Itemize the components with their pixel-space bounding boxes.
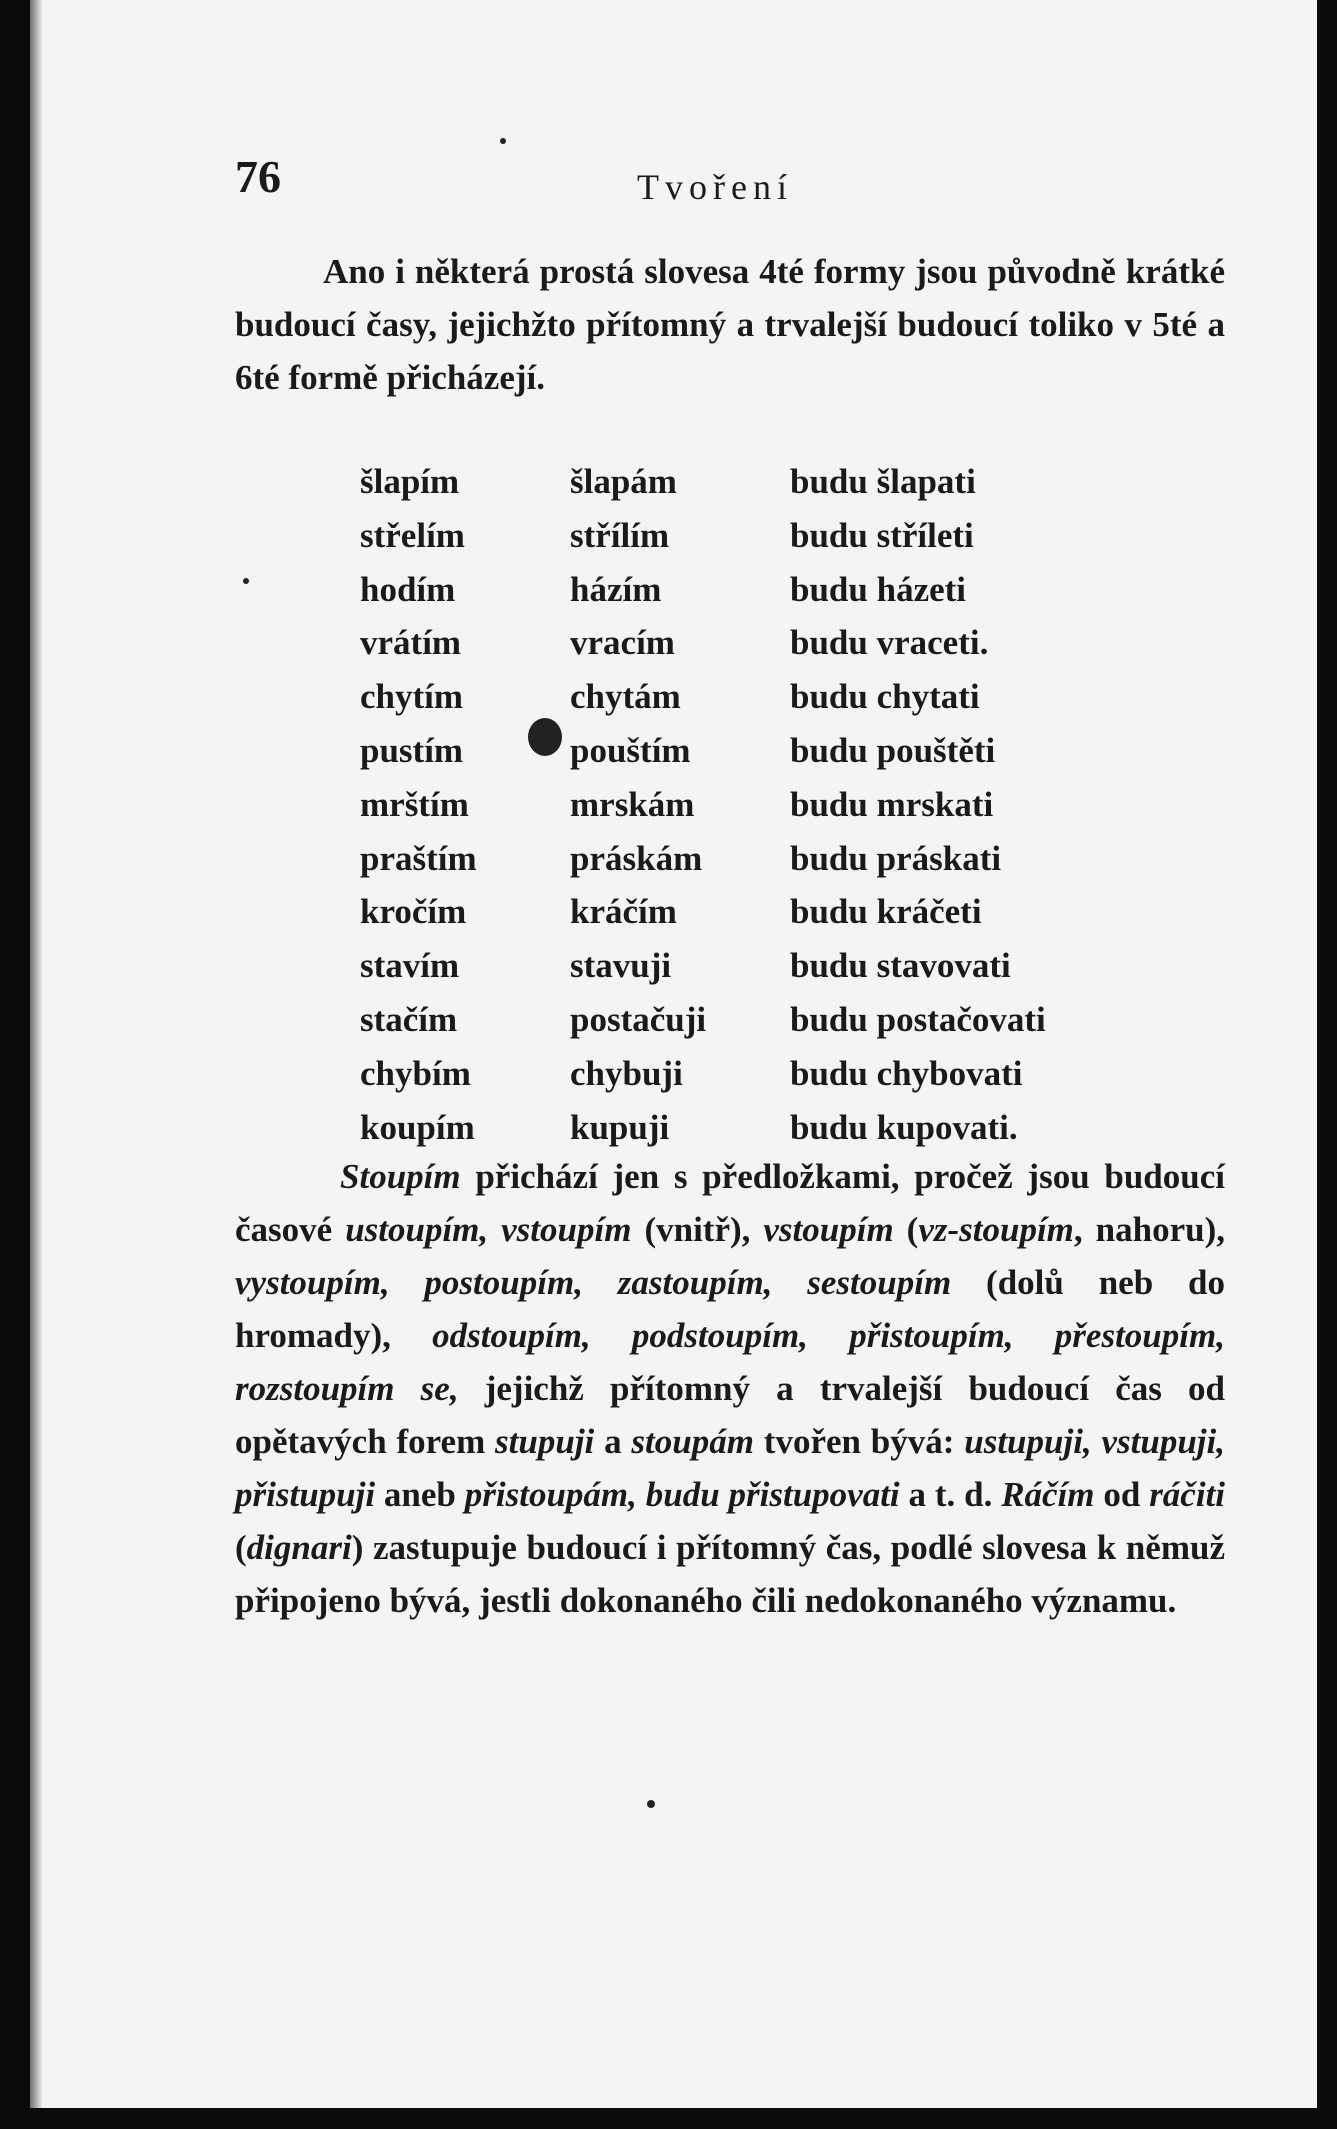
body-text: , nahoru), xyxy=(1073,1210,1225,1249)
verb-future: budu postačovati xyxy=(790,999,1046,1039)
verb-present: střílím xyxy=(570,515,670,555)
verb-perfective: praštím xyxy=(360,838,477,878)
body-text: (dolů neb do hromady), xyxy=(235,1263,1225,1355)
italic-term: stupuji xyxy=(495,1422,595,1461)
italic-term: odstoupím, podstoupím, přistoupím, přestoupím, rozstoupím se, xyxy=(235,1316,1225,1408)
italic-term: přistoupám, budu přistupovati xyxy=(464,1475,900,1514)
intro-paragraph: Ano i některá prostá slovesa 4té formy jsou původně krátké budoucí časy, jejichžto přítomný a trvalejší budoucí toliko v 5té a 6té formě přicházejí. xyxy=(235,252,1225,397)
verb-future: budu vraceti. xyxy=(790,623,989,663)
verb-future: budu práskati xyxy=(790,838,1002,878)
verb-future: budu chytati xyxy=(790,677,980,717)
verb-perfective: střelím xyxy=(360,515,465,555)
verb-future: budu házeti xyxy=(790,569,967,609)
italic-term: vystoupím, postoupím, zastoupím, sestoupím xyxy=(235,1263,952,1302)
verb-perfective: pustím xyxy=(360,730,464,770)
body-text: přichází jen s předložkami, pročež jsou budoucí časové xyxy=(235,1157,1225,1249)
verb-row xyxy=(30,885,1317,939)
verb-row xyxy=(30,563,1317,617)
verb-row xyxy=(30,724,1317,778)
verb-present: práskám xyxy=(570,838,703,878)
verb-perfective: mrštím xyxy=(360,784,469,824)
verb-present: vracím xyxy=(570,623,675,663)
verb-row xyxy=(30,1101,1317,1155)
body-text: ( xyxy=(893,1210,919,1249)
verb-perfective: kročím xyxy=(360,892,467,932)
body-text: a xyxy=(594,1422,632,1461)
italic-term: vstoupím xyxy=(763,1210,894,1249)
speck xyxy=(647,1800,655,1808)
body-text: od xyxy=(1094,1475,1150,1514)
speck xyxy=(243,578,249,584)
verb-row xyxy=(30,778,1317,832)
verb-present: kupuji xyxy=(570,1107,670,1147)
book-page xyxy=(30,0,1317,2108)
body-text: jejichž přítomný a trvalejší budoucí čas od opětavých forem xyxy=(235,1369,1226,1461)
verb-present: šlapám xyxy=(570,462,677,501)
verb-row xyxy=(30,993,1317,1047)
speck xyxy=(500,138,506,144)
verb-row xyxy=(30,1047,1317,1101)
italic-term: Stoupím xyxy=(340,1157,461,1196)
verb-perfective: stačím xyxy=(360,999,458,1039)
verb-row xyxy=(30,616,1317,670)
page-number: 76 xyxy=(235,151,281,202)
verb-perfective: hodím xyxy=(360,569,456,609)
italic-term: ustupuji, vstupuji, přistupuji xyxy=(235,1422,1225,1514)
verb-present: kráčím xyxy=(570,892,677,932)
verb-present: chybuji xyxy=(570,1053,683,1093)
body-text: a t. d. xyxy=(899,1475,1002,1514)
verb-future: budu stavovati xyxy=(790,946,1011,986)
verb-future: budu stříleti xyxy=(790,515,974,555)
body-text: ( xyxy=(235,1528,247,1567)
verb-row xyxy=(30,509,1317,563)
italic-term: dignari xyxy=(246,1528,352,1567)
scan-border-bottom xyxy=(0,2108,1337,2129)
verb-row xyxy=(30,832,1317,886)
verb-perfective: šlapím xyxy=(360,462,460,501)
verb-perfective: chybím xyxy=(360,1053,471,1093)
verb-present: chytám xyxy=(570,677,681,717)
body-text: ) zastupuje budoucí i přítomný čas, podlé slovesa k němuž připojeno bývá, jestli dokonaného čili nedokonaného významu. xyxy=(235,1528,1225,1620)
verb-present: stavuji xyxy=(570,946,672,986)
scan-border-right xyxy=(1317,0,1337,2129)
body-text: aneb xyxy=(375,1475,465,1514)
verb-present: pouštím xyxy=(570,730,691,770)
body-text: tvořen bývá: xyxy=(753,1422,965,1461)
verb-perfective: vrátím xyxy=(360,623,462,663)
verb-present: mrskám xyxy=(570,784,695,824)
body-paragraph xyxy=(235,1150,1225,1627)
verb-future: budu kráčeti xyxy=(790,892,982,932)
italic-term: vz-stoupím xyxy=(918,1210,1074,1249)
verb-row xyxy=(30,939,1317,993)
verb-perfective: stavím xyxy=(360,946,460,986)
running-title: Tvoření xyxy=(637,167,793,207)
verb-present: postačuji xyxy=(570,999,707,1039)
italic-term: ustoupím, vstoupím xyxy=(345,1210,632,1249)
ink-blot xyxy=(528,718,562,756)
verb-future: budu chybovati xyxy=(790,1053,1023,1093)
verb-perfective: koupím xyxy=(360,1107,475,1147)
body-text: (vnitř), xyxy=(631,1210,764,1249)
verb-future: budu šlapati xyxy=(790,462,976,501)
italic-term: stoupám xyxy=(631,1422,754,1461)
page-header xyxy=(30,150,1317,210)
verb-present: házím xyxy=(570,569,662,609)
verb-table xyxy=(30,455,1317,1154)
verb-future: budu pouštěti xyxy=(790,730,996,770)
italic-term: ráčiti xyxy=(1149,1475,1226,1514)
verb-row xyxy=(30,455,1317,509)
verb-future: budu kupovati. xyxy=(790,1107,1018,1147)
verb-perfective: chytím xyxy=(360,677,464,717)
verb-future: budu mrskati xyxy=(790,784,994,824)
italic-term: Ráčím xyxy=(1001,1475,1095,1514)
verb-row xyxy=(30,670,1317,724)
